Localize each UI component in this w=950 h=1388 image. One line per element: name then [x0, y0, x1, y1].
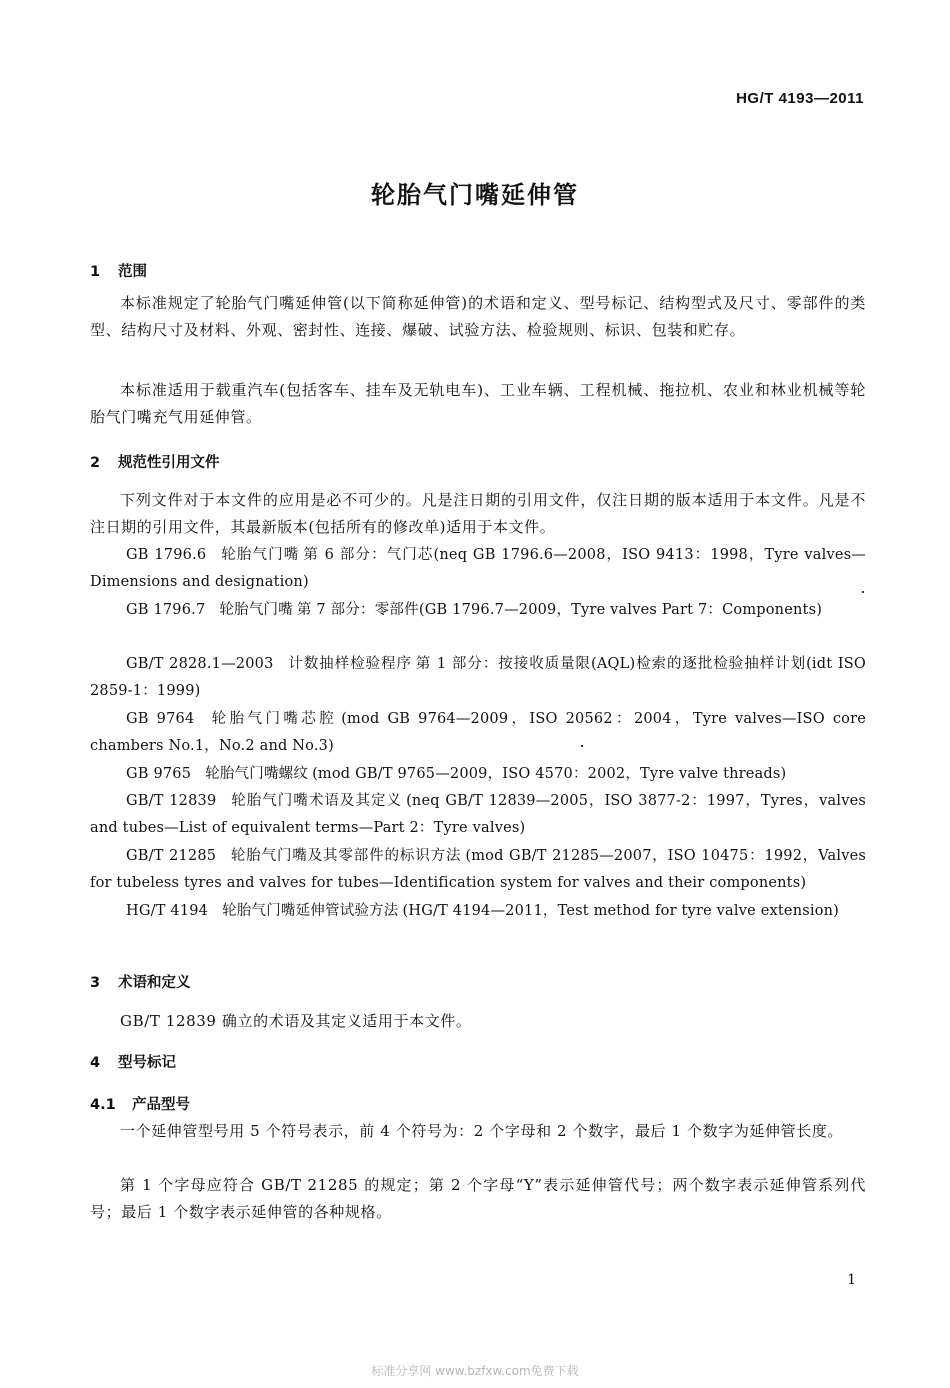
section-number: 2: [90, 455, 101, 471]
reference-item: [90, 542, 866, 596]
reference-detail: (HG/T 4194—2011，Test method for tyre valve extension): [402, 903, 840, 919]
section-number: 3: [90, 975, 101, 991]
reference-code: GB/T 21285: [126, 848, 217, 864]
subsection-title: 产品型号: [132, 1097, 190, 1113]
scan-speck: [862, 591, 864, 593]
reference-detail: 第 1 部分：按接收质量限(AQL)检索的逐批检验抽样计划(idt ISO 2859-1：1999): [90, 656, 866, 699]
reference-code: GB/T 12839: [126, 793, 217, 809]
reference-detail: 第 6 部分：气门芯(neq GB 1796.6—2008，ISO 9413：1998，Tyre valves—Dimensions and designation): [90, 547, 867, 590]
reference-code: GB 9765: [126, 766, 192, 782]
section-title: 规范性引用文件: [118, 455, 220, 471]
subsection-4-1-heading: [90, 1093, 190, 1114]
reference-name: 轮胎气门嘴: [219, 602, 293, 618]
subsection-number: 4.1: [90, 1097, 116, 1113]
reference-name: 计数抽样检验程序: [287, 656, 412, 672]
page-number: 1: [847, 1272, 856, 1288]
reference-detail: (mod GB/T 21285—2007，ISO 10475：1992，Valves for tubeless tyres and valves for tubes—Identification system for valves and their components): [90, 848, 867, 891]
subsection-4-1-paragraph-1: 一个延伸管型号用 5 个符号表示，前 4 个符号为：2 个字母和 2 个数字，最后 1 个数字为延伸管长度。: [120, 1122, 844, 1140]
reference-item: [90, 651, 866, 705]
standard-code: HG/T 4193—2011: [736, 90, 864, 107]
reference-name: 轮胎气门嘴螺纹: [205, 766, 309, 782]
section-3-paragraph-1: GB/T 12839 确立的术语及其定义适用于本文件。: [120, 1012, 472, 1030]
subsection-4-1-paragraph-2: 第 1 个字母应符合 GB/T 21285 的规定；第 2 个字母“Y”表示延伸管代号；两个数字表示延伸管系列代号；最后 1 个数字表示延伸管的各种规格。: [90, 1176, 866, 1221]
section-1-paragraph-1: 本标准规定了轮胎气门嘴延伸管(以下简称延伸管)的术语和定义、型号标记、结构型式及尺寸、零部件的类型、结构尺寸及材料、外观、密封性、连接、爆破、试验方法、检验规则、标识、包装和贮存。: [90, 294, 866, 339]
reference-item: [90, 761, 866, 788]
scan-speck: [581, 745, 583, 747]
reference-name: 轮胎气门嘴及其零部件的标识方法: [230, 848, 462, 864]
reference-code: GB 1796.7: [126, 602, 206, 618]
reference-item: [90, 788, 866, 842]
section-title: 术语和定义: [118, 975, 191, 991]
reference-item: [90, 843, 866, 897]
reference-detail: (neq GB/T 12839—2005，ISO 3877-2：1997，Tyres，valves and tubes—List of equivalent terms—Part 2：Tyre valves): [90, 793, 867, 836]
section-2-intro: 下列文件对于本文件的应用是必不可少的。凡是注日期的引用文件，仅注日期的版本适用于本文件。凡是不注日期的引用文件，其最新版本(包括所有的修改单)适用于本文件。: [90, 491, 866, 536]
reference-detail: (mod GB/T 9765—2009，ISO 4570：2002，Tyre valve threads): [312, 766, 787, 782]
reference-code: GB 9764: [126, 711, 195, 727]
reference-item: [90, 898, 866, 925]
section-title: 型号标记: [118, 1055, 176, 1071]
section-title: 范围: [118, 264, 147, 280]
section-3-heading: [90, 971, 191, 992]
section-2-heading: [90, 451, 220, 472]
reference-code: GB 1796.6: [126, 547, 207, 563]
section-1-paragraph-2: 本标准适用于载重汽车(包括客车、挂车及无轨电车)、工业车辆、工程机械、拖拉机、农业和林业机械等轮胎气门嘴充气用延伸管。: [90, 381, 866, 426]
reference-item: [90, 706, 866, 760]
reference-detail: (mod GB 9764—2009，ISO 20562：2004，Tyre valves—ISO core chambers No.1，No.2 and No.3): [90, 711, 866, 754]
reference-name: 轮胎气门嘴术语及其定义: [230, 793, 403, 809]
reference-code: HG/T 4194: [126, 903, 209, 919]
reference-name: 轮胎气门嘴延伸管试验方法: [222, 903, 399, 919]
section-number: 4: [90, 1055, 101, 1071]
watermark-footer: 标准分享网 www.bzfxw.com免费下载: [371, 1364, 579, 1378]
reference-code: GB/T 2828.1—2003: [126, 656, 274, 672]
reference-name: 轮胎气门嘴芯腔: [208, 711, 338, 727]
reference-detail: 第 7 部分：零部件(GB 1796.7—2009，Tyre valves Part 7：Components): [296, 602, 823, 618]
section-4-heading: [90, 1051, 176, 1072]
section-number: 1: [90, 264, 101, 280]
document-title: 轮胎气门嘴延伸管: [371, 181, 579, 209]
reference-item: [90, 597, 866, 624]
section-1-heading: [90, 260, 147, 281]
reference-name: 轮胎气门嘴: [220, 547, 300, 563]
